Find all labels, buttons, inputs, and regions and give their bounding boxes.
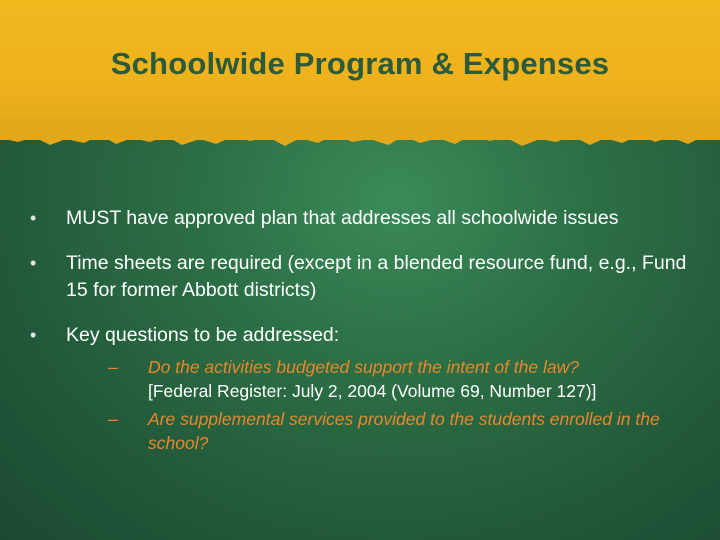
slide-content — [30, 205, 690, 473]
sub-bullet-reference: [Federal Register: July 2, 2004 (Volume 69, Number 127)] — [148, 381, 597, 401]
sub-bullet-question: Do the activities budgeted support the intent of the law? — [148, 357, 579, 377]
bullet-item — [30, 205, 690, 232]
bullet-marker: • — [30, 253, 37, 273]
bullet-text: Time sheets are required (except in a blended resource fund, e.g., Fund 15 for former Abbott districts) — [66, 252, 687, 301]
bullet-marker: • — [30, 325, 37, 345]
sub-bullet-item — [66, 355, 690, 403]
sub-bullet-question: Are supplemental services provided to the students enrolled in the school? — [148, 409, 660, 453]
sub-bullet-item — [66, 407, 690, 455]
bullet-marker: • — [30, 208, 37, 228]
bullet-item — [30, 250, 690, 304]
torn-edge-decoration — [0, 118, 720, 158]
slide-title: Schoolwide Program & Expenses — [110, 46, 610, 81]
bullet-item — [30, 322, 690, 455]
sub-bullet-marker: – — [108, 409, 118, 429]
bullet-text: MUST have approved plan that addresses all schoolwide issues — [66, 207, 619, 229]
sub-bullet-list — [66, 355, 690, 455]
sub-bullet-marker: – — [108, 357, 118, 377]
bullet-text: Key questions to be addressed: — [66, 324, 340, 346]
